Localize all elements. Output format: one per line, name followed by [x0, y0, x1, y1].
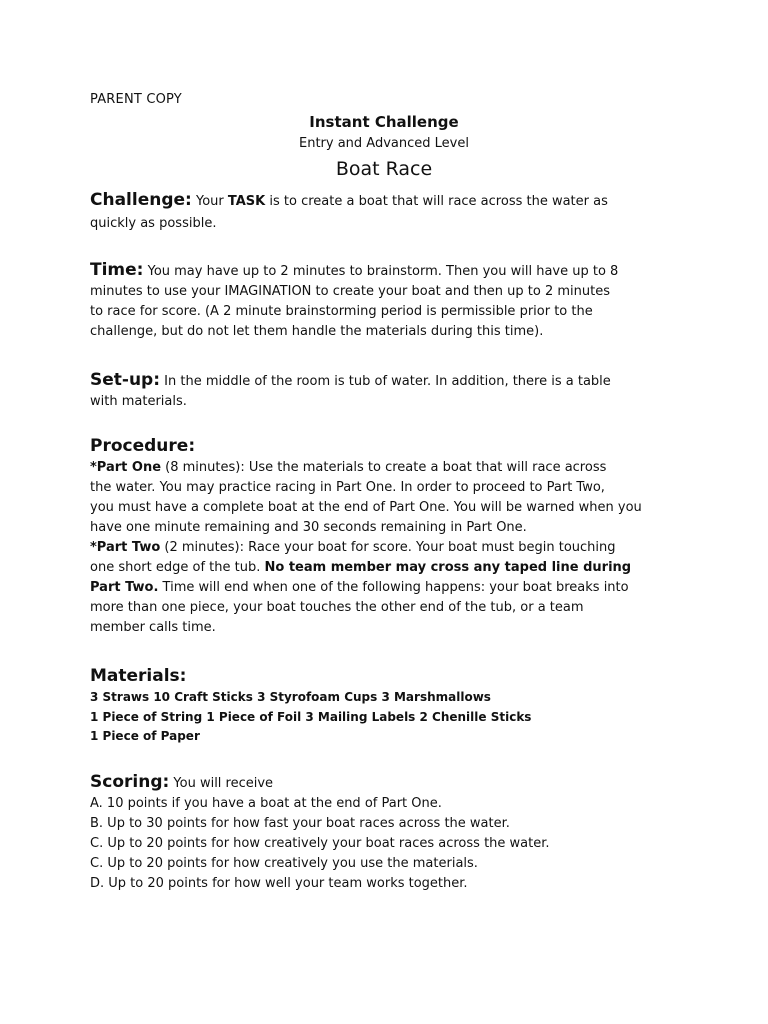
scoring-section — [90, 772, 690, 894]
materials-line-3: 1 Piece of Paper — [90, 729, 200, 743]
materials-line-1: 3 Straws 10 Craft Sticks 3 Styrofoam Cups 3 Marshmallows — [90, 690, 491, 704]
setup-text-1: In the middle of the room is tub of water. In addition, there is a table — [160, 374, 611, 389]
challenge-name: Boat Race — [335, 158, 433, 180]
part-two-label: *Part Two — [90, 540, 161, 555]
part-two-line-1 — [90, 538, 690, 558]
procedure-heading: Procedure: — [90, 436, 196, 456]
part-two-text-1: (2 minutes): Race your boat for score. Your boat must begin touching — [160, 540, 616, 555]
part-two-line-5: member calls time. — [90, 620, 216, 635]
materials-heading: Materials: — [90, 666, 187, 686]
setup-section — [90, 370, 690, 412]
part-two-line-3 — [90, 578, 690, 598]
scoring-intro: You will receive — [169, 776, 274, 791]
document-title: Instant Challenge — [309, 113, 459, 131]
part-two-line-4: more than one piece, your boat touches the other end of the tub, or a team — [90, 600, 584, 615]
scoring-heading: Scoring: — [90, 772, 170, 792]
part-one-label: *Part One — [90, 460, 162, 475]
time-section — [90, 260, 690, 342]
setup-heading: Set-up: — [90, 370, 161, 390]
parent-copy-label: PARENT COPY — [90, 92, 182, 107]
challenge-section — [90, 190, 690, 234]
part-two-text-2-pre: one short edge of the tub. — [90, 560, 265, 575]
part-two-rule-end: Part Two. — [90, 580, 159, 595]
scoring-line-intro — [90, 772, 690, 794]
task-keyword: TASK — [227, 194, 266, 209]
level-subtitle: Entry and Advanced Level — [299, 136, 469, 151]
scoring-item-b: B. Up to 30 points for how fast your boat races across the water. — [90, 816, 510, 831]
scoring-item-c1: C. Up to 20 points for how creatively your boat races across the water. — [90, 836, 550, 851]
challenge-heading: Challenge: — [90, 190, 192, 210]
challenge-line-1 — [90, 190, 690, 212]
time-heading: Time: — [90, 260, 144, 280]
challenge-line-2: quickly as possible. — [90, 216, 217, 231]
materials-section — [90, 666, 690, 747]
time-text-1: You may have up to 2 minutes to brainstorm. Then you will have up to 8 — [143, 264, 619, 279]
part-one-line-3: you must have a complete boat at the end of Part One. You will be warned when you — [90, 500, 642, 515]
materials-line-2: 1 Piece of String 1 Piece of Foil 3 Mailing Labels 2 Chenille Sticks — [90, 709, 532, 724]
part-one-text-1: (8 minutes): Use the materials to create a boat that will race across — [161, 460, 607, 475]
procedure-section — [90, 436, 690, 638]
time-line-3: to race for score. (A 2 minute brainstorming period is permissible prior to the — [90, 304, 593, 319]
scoring-item-c2: C. Up to 20 points for how creatively you use the materials. — [90, 856, 478, 871]
taped-line-rule: No team member may cross any taped line during — [264, 560, 632, 575]
part-one-line-4: have one minute remaining and 30 seconds remaining in Part One. — [90, 520, 527, 535]
setup-line-2: with materials. — [90, 394, 187, 409]
time-line-1 — [90, 260, 690, 282]
part-one-line-2: the water. You may practice racing in Part One. In order to proceed to Part Two, — [90, 480, 605, 495]
setup-line-1 — [90, 370, 690, 392]
scoring-item-d: D. Up to 20 points for how well your team works together. — [90, 876, 468, 891]
scoring-item-a: A. 10 points if you have a boat at the end of Part One. — [90, 796, 442, 811]
challenge-text-pre: Your — [195, 194, 228, 209]
time-line-2: minutes to use your IMAGINATION to create your boat and then up to 2 minutes — [90, 284, 611, 299]
time-line-4: challenge, but do not let them handle the materials during this time). — [90, 324, 544, 339]
part-one-line-1 — [90, 458, 690, 478]
part-two-line-2 — [90, 558, 690, 578]
challenge-text-post: is to create a boat that will race across the water as — [265, 194, 608, 209]
part-two-text-3: Time will end when one of the following happens: your boat breaks into — [158, 580, 629, 595]
